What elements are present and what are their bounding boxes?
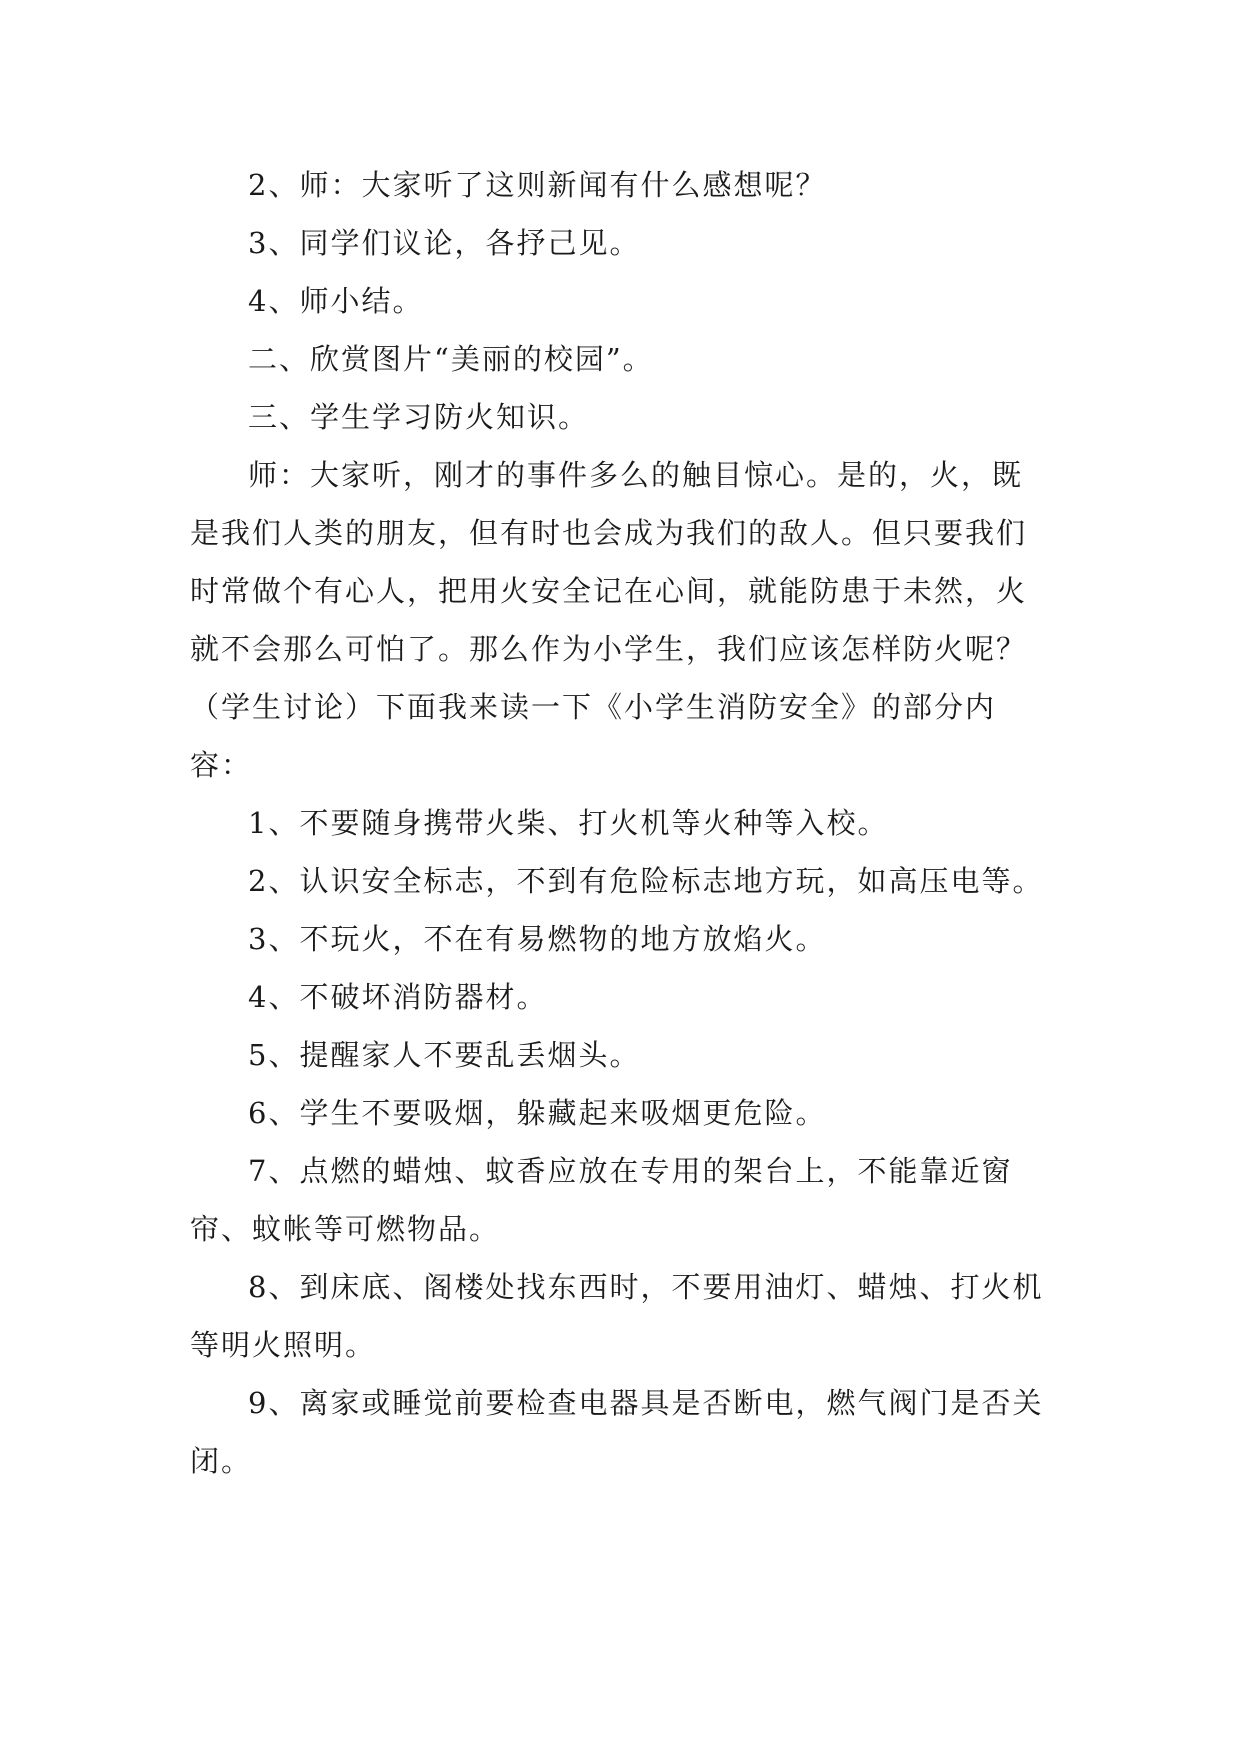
section-heading-3: 三、学生学习防火知识。 (248, 400, 590, 434)
paragraph-1: 2、师：大家听了这则新闻有什么感想呢？ (248, 168, 827, 202)
safety-rule-6: 6、学生不要吸烟，躲藏起来吸烟更危险。 (248, 1096, 827, 1130)
safety-rule-1: 1、不要随身携带火柴、打火机等火种等入校。 (248, 806, 889, 840)
safety-rule-4: 4、不破坏消防器材。 (248, 980, 548, 1014)
teacher-speech-paragraph: 师：大家听，刚才的事件多么的触目惊心。是的，火，既是我们人类的朋友，但有时也会成为我们的敌人。但只要我们时常做个有心人，把用火安全记在心间，就能防患于未然，火就不会那么可怕了。那么作为小学生，我们应该怎样防火呢？（学生讨论）下面我来读一下《小学生消防安全》的部分内容： (190, 458, 1028, 782)
safety-rule-8: 8、到床底、阁楼处找东西时，不要用油灯、蜡烛、打火机等明火照明。 (190, 1270, 1044, 1362)
safety-rule-2: 2、认识安全标志，不到有危险标志地方玩，如高压电等。 (248, 864, 1044, 898)
paragraph-2: 3、同学们议论，各抒己见。 (248, 226, 641, 260)
safety-rule-3: 3、不玩火，不在有易燃物的地方放焰火。 (248, 922, 827, 956)
section-heading-2: 二、欣赏图片“美丽的校园”。 (248, 342, 654, 376)
safety-rule-9: 9、离家或睡觉前要检查电器具是否断电，燃气阀门是否关闭。 (190, 1386, 1044, 1478)
document-body (190, 156, 1052, 1490)
safety-rule-5: 5、提醒家人不要乱丢烟头。 (248, 1038, 641, 1072)
safety-rule-7: 7、点燃的蜡烛、蚊香应放在专用的架台上，不能靠近窗帘、蚊帐等可燃物品。 (190, 1154, 1013, 1246)
paragraph-3: 4、师小结。 (248, 284, 424, 318)
